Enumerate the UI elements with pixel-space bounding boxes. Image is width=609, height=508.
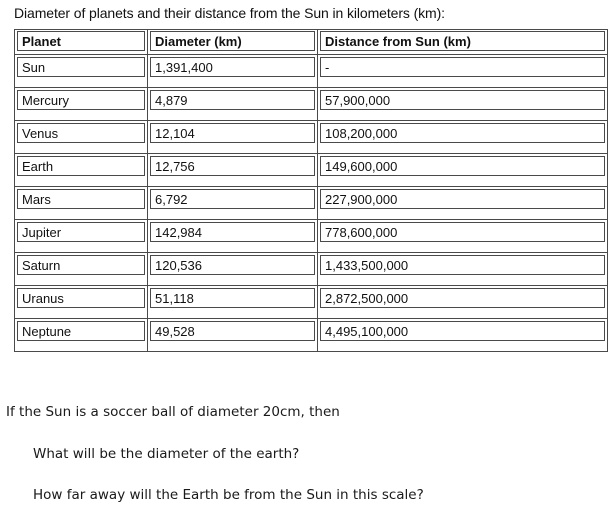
table-header-row (15, 30, 608, 55)
planet-cell: Mercury (15, 88, 148, 121)
diameter-cell: 49,528 (148, 319, 318, 352)
distance-cell: 57,900,000 (318, 88, 608, 121)
table-row (15, 121, 608, 154)
column-header-diameter: Diameter (km) (148, 30, 318, 55)
planet-cell: Mars (15, 187, 148, 220)
diameter-cell: 120,536 (148, 253, 318, 286)
table-row (15, 154, 608, 187)
planet-cell: Saturn (15, 253, 148, 286)
table-heading: Diameter of planets and their distance from the Sun in kilometers (km): (14, 5, 445, 21)
question-earth-distance: How far away will the Earth be from the Sun in this scale? (33, 487, 424, 503)
column-header-planet: Planet (15, 30, 148, 55)
table-row (15, 253, 608, 286)
planet-cell: Jupiter (15, 220, 148, 253)
table-row (15, 187, 608, 220)
planet-cell: Earth (15, 154, 148, 187)
diameter-cell: 51,118 (148, 286, 318, 319)
distance-cell: 227,900,000 (318, 187, 608, 220)
distance-cell: 1,433,500,000 (318, 253, 608, 286)
distance-cell: 4,495,100,000 (318, 319, 608, 352)
table-row (15, 286, 608, 319)
table-row (15, 88, 608, 121)
distance-cell: 2,872,500,000 (318, 286, 608, 319)
planet-cell: Uranus (15, 286, 148, 319)
planet-cell: Venus (15, 121, 148, 154)
diameter-cell: 12,104 (148, 121, 318, 154)
diameter-cell: 142,984 (148, 220, 318, 253)
distance-cell: 149,600,000 (318, 154, 608, 187)
planet-cell: Neptune (15, 319, 148, 352)
diameter-cell: 12,756 (148, 154, 318, 187)
question-intro: If the Sun is a soccer ball of diameter 20cm, then (6, 404, 340, 420)
planet-cell: Sun (15, 55, 148, 88)
table-row (15, 55, 608, 88)
column-header-distance: Distance from Sun (km) (318, 30, 608, 55)
table-row (15, 220, 608, 253)
diameter-cell: 1,391,400 (148, 55, 318, 88)
question-earth-diameter: What will be the diameter of the earth? (33, 446, 300, 462)
distance-cell: 108,200,000 (318, 121, 608, 154)
distance-cell: - (318, 55, 608, 88)
table-row (15, 319, 608, 352)
diameter-cell: 6,792 (148, 187, 318, 220)
planets-table (14, 29, 608, 352)
distance-cell: 778,600,000 (318, 220, 608, 253)
diameter-cell: 4,879 (148, 88, 318, 121)
